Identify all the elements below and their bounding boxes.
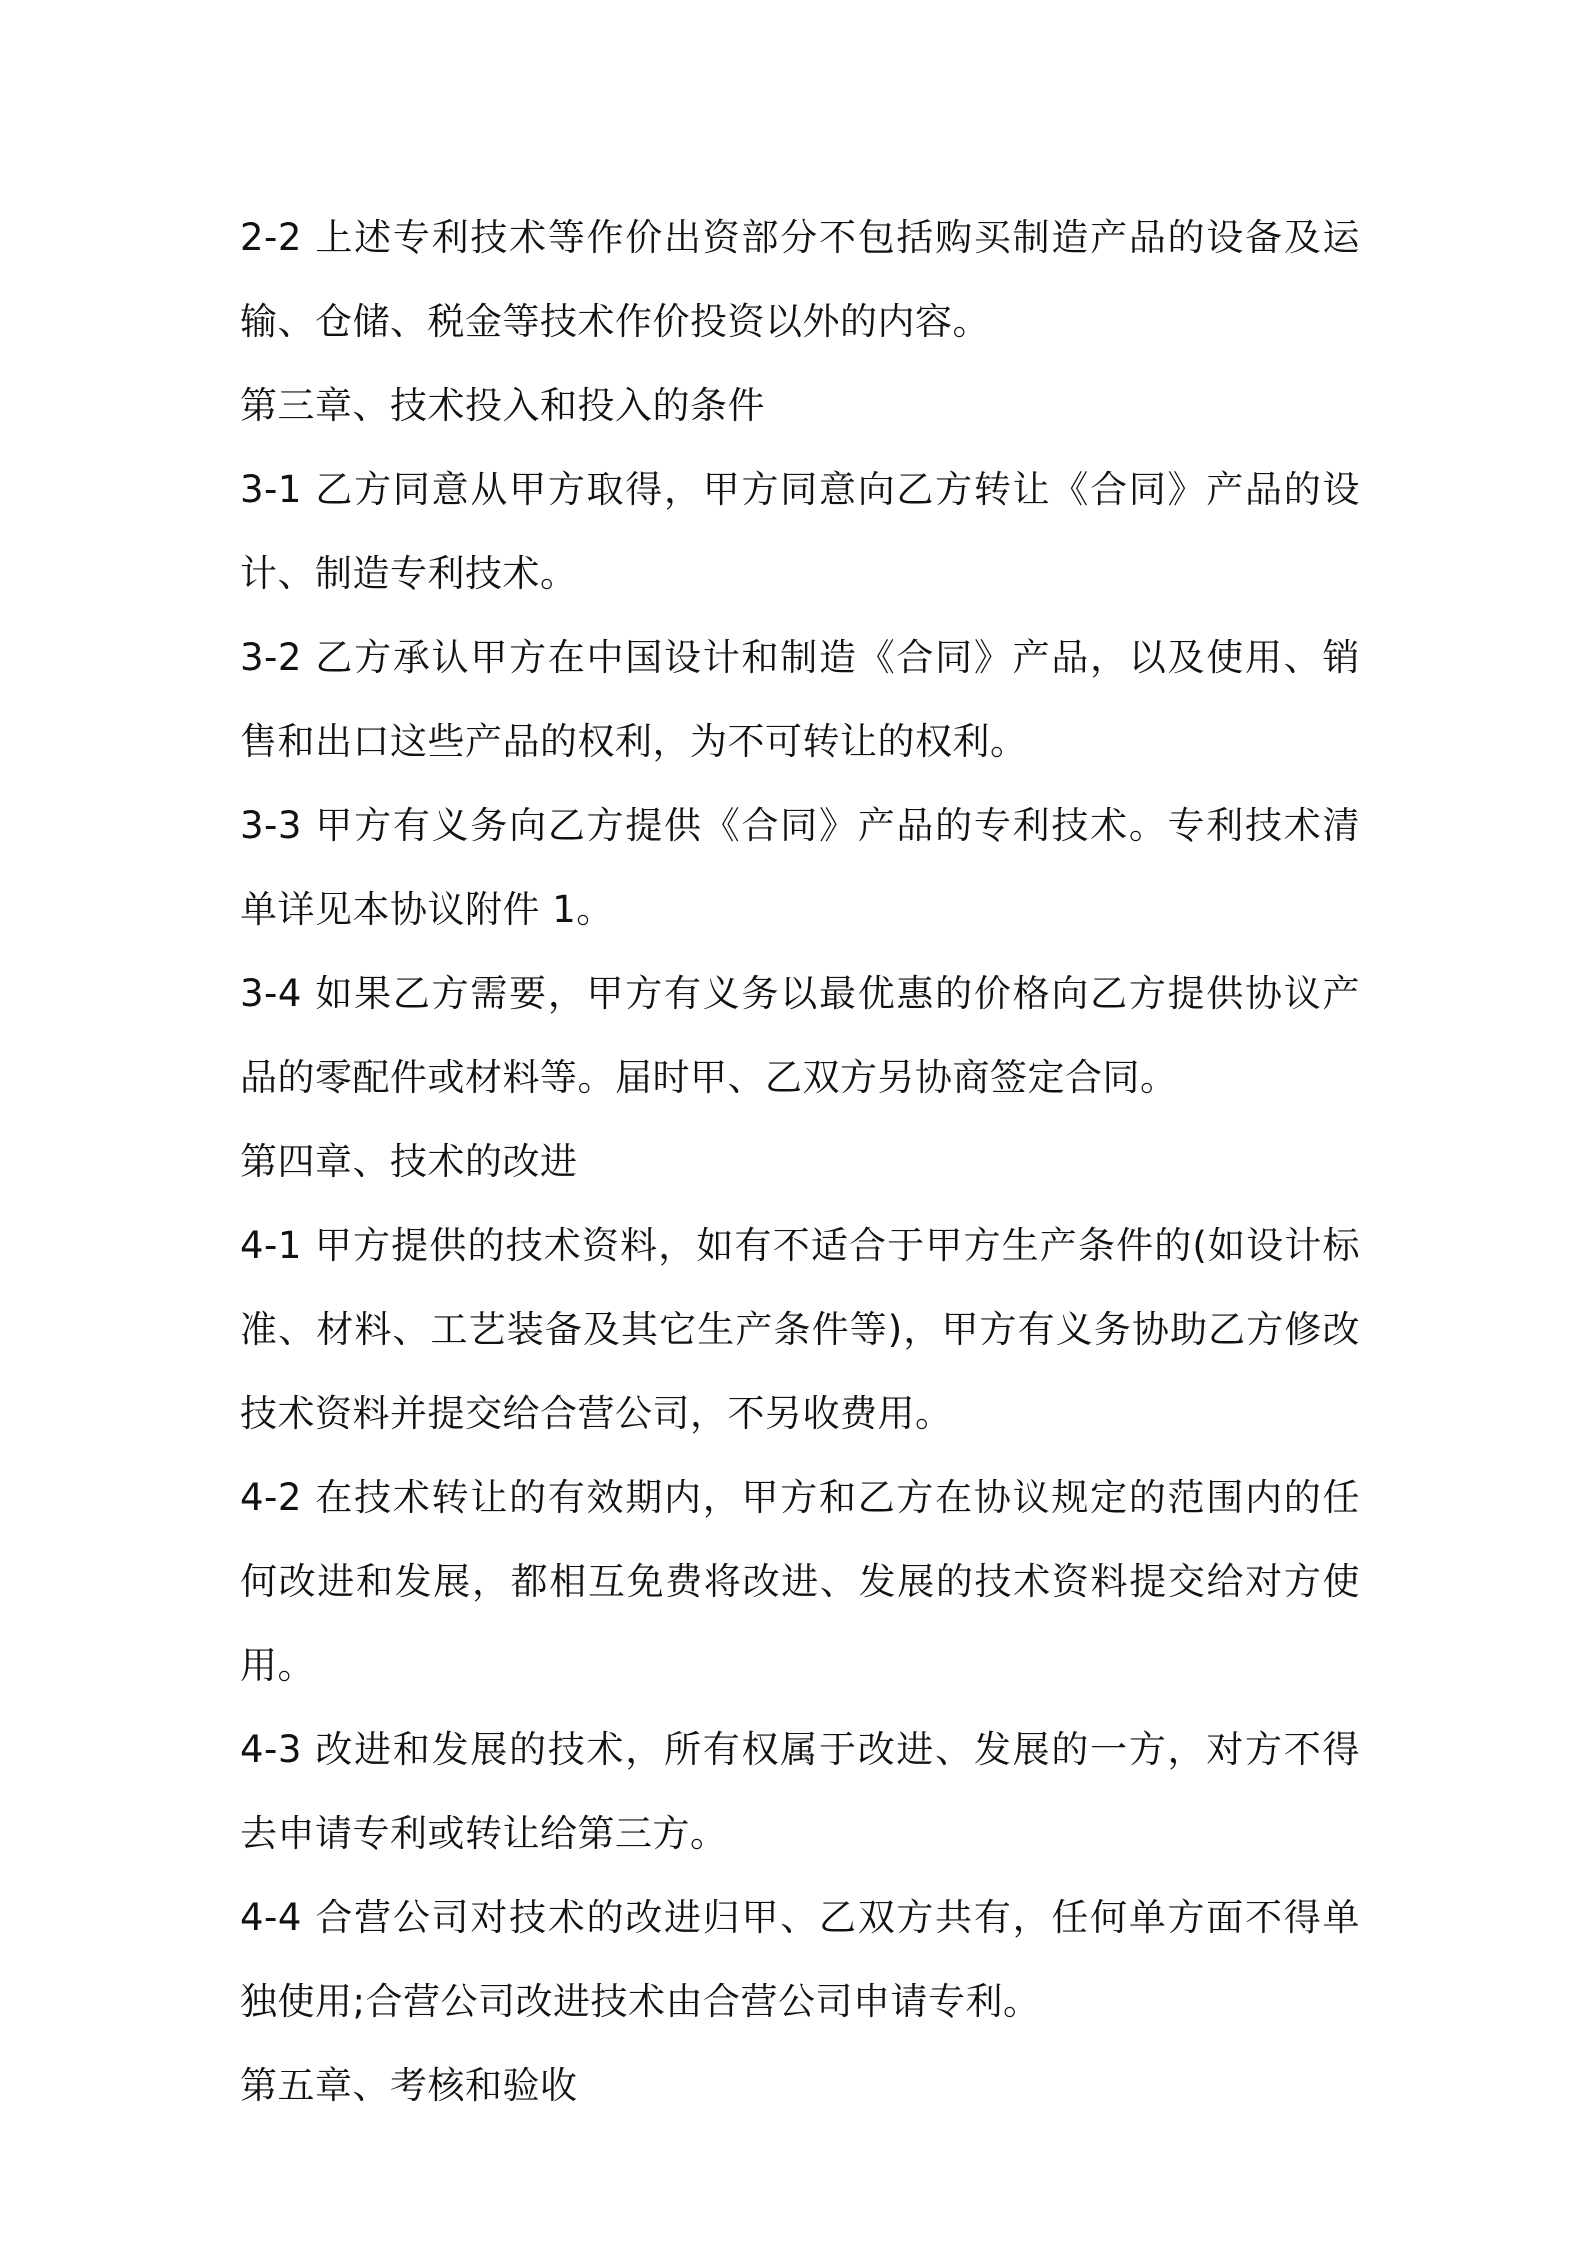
clause-4-4: 4-4 合营公司对技术的改进归甲、乙双方共有，任何单方面不得单独使用;合营公司改进技术由合营公司申请专利。 [240,1896,1360,2023]
clause-4-2: 4-2 在技术转让的有效期内，甲方和乙方在协议规定的范围内的任何改进和发展，都相互免费将改进、发展的技术资料提交给对方使用。 [240,1476,1360,1687]
clause-3-2: 3-2 乙方承认甲方在中国设计和制造《合同》产品，以及使用、销售和出口这些产品的权利，为不可转让的权利。 [240,636,1360,763]
clause-3-1: 3-1 乙方同意从甲方取得，甲方同意向乙方转让《合同》产品的设计、制造专利技术。 [240,468,1360,595]
clause-2-2: 2-2 上述专利技术等作价出资部分不包括购买制造产品的设备及运输、仓储、税金等技术作价投资以外的内容。 [240,216,1360,343]
chapter-3-heading: 第三章、技术投入和投入的条件 [240,384,765,427]
clause-3-4: 3-4 如果乙方需要，甲方有义务以最优惠的价格向乙方提供协议产品的零配件或材料等。届时甲、乙双方另协商签定合同。 [240,972,1360,1099]
chapter-5-heading: 第五章、考核和验收 [240,2064,578,2107]
chapter-4-heading: 第四章、技术的改进 [240,1140,578,1183]
clause-4-3: 4-3 改进和发展的技术，所有权属于改进、发展的一方，对方不得去申请专利或转让给第三方。 [240,1728,1360,1855]
document-body [240,196,1360,2128]
clause-4-1: 4-1 甲方提供的技术资料，如有不适合于甲方生产条件的(如设计标准、材料、工艺装备及其它生产条件等)，甲方有义务协助乙方修改技术资料并提交给合营公司，不另收费用。 [240,1224,1360,1435]
clause-3-3: 3-3 甲方有义务向乙方提供《合同》产品的专利技术。专利技术清单详见本协议附件 1。 [240,804,1360,931]
